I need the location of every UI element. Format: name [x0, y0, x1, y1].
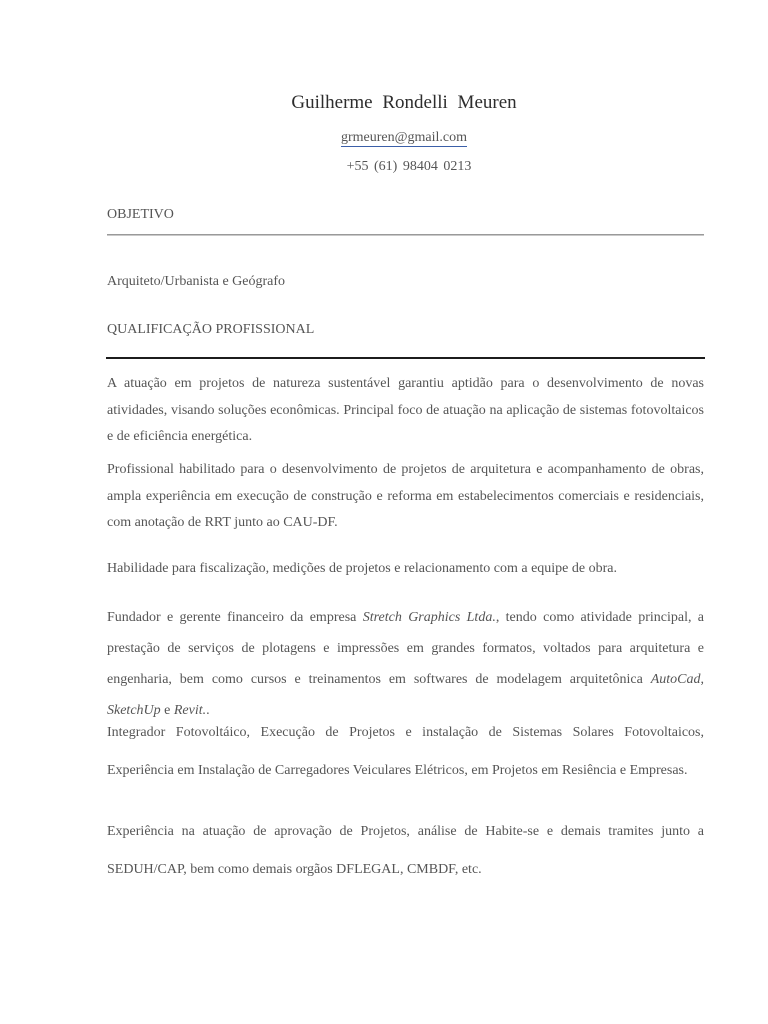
software-sketchup: SketchUp	[107, 703, 161, 718]
paragraph-fundador	[107, 602, 704, 726]
software-separator-2: e	[160, 703, 174, 718]
section-rule	[106, 357, 705, 359]
fundador-text-end: .	[206, 703, 210, 718]
software-separator-1: ,	[700, 672, 704, 687]
software-revit: Revit.	[173, 703, 207, 718]
paragraph-profissional: Profissional habilitado para o desenvolvimento de projetos de arquitetura e acompanhamento de obras, ampla experiência em execução de construção e reforma em estabelecimentos comerciais e residenciais, com anotação de RRT junto ao CAU-DF.	[107, 462, 704, 530]
email-line	[0, 130, 768, 146]
software-autocad: AutoCad	[650, 672, 701, 687]
divider-rule	[107, 234, 704, 236]
fundador-text-start: Fundador e gerente financeiro da empresa	[107, 610, 363, 625]
section-title-objetivo: OBJETIVO	[107, 207, 174, 222]
objetivo-text: Arquiteto/Urbanista e Geógrafo	[107, 274, 286, 289]
paragraph-fotovoltaico: Integrador Fotovoltáico, Execução de Projetos e instalação de Sistemas Solares Fotovoltaicos, Experiência em Instalação de Carregadores Veiculares Elétricos, em Projetos em Resiência e Empresas.	[107, 725, 704, 778]
phone-number: +55 (61) 98404 0213	[346, 159, 472, 174]
fundador-text-mid: , tendo como atividade principal, a prestação de serviços de plotagens e impressões em grandes formatos, voltados para arquitetura e engenharia, bem como cursos e treinamentos em softwares de modelagem arquitetônica	[107, 610, 705, 687]
paragraph-sustentabilidade: A atuação em projetos de natureza sustentável garantiu aptidão para o desenvolvimento de novas atividades, visando soluções econômicas. Principal foco de atuação na aplicação de sistemas fotovoltaicos e de eficiência energética.	[107, 376, 704, 444]
email-link[interactable]: grmeuren@gmail.com	[340, 130, 468, 145]
company-name: Stretch Graphics Ltda.	[362, 610, 496, 625]
paragraph-aprovacao: Experiência na atuação de aprovação de Projetos, análise de Habite-se e demais tramites junto a SEDUH/CAP, bem como demais orgãos DFLEGAL, CMBDF, etc.	[107, 824, 704, 877]
paragraph-habilidade: Habilidade para fiscalização, medições de projetos e relacionamento com a equipe de obra.	[107, 561, 617, 576]
section-title-qualificacao: QUALIFICAÇÃO PROFISSIONAL	[107, 322, 315, 337]
candidate-name: Guilherme Rondelli Meuren	[291, 92, 517, 113]
